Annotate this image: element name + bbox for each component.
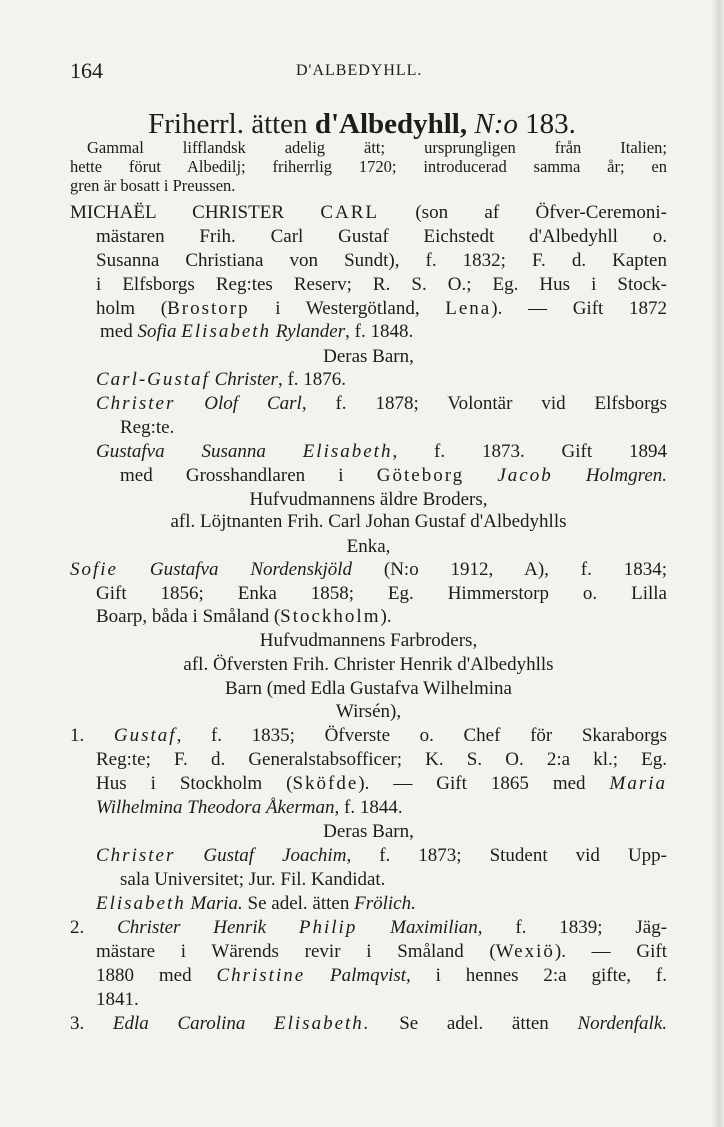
text-line bbox=[96, 941, 667, 963]
italic-name: Christer bbox=[209, 369, 278, 390]
text-line bbox=[70, 1013, 667, 1035]
text-line bbox=[70, 175, 235, 197]
text-line bbox=[96, 773, 667, 795]
italic-name: Jacob bbox=[497, 465, 553, 486]
text-segment: i Westergötland, bbox=[249, 298, 446, 319]
italic-name: Gustafva Susanna bbox=[96, 441, 303, 462]
text-line bbox=[96, 583, 667, 605]
text-segment: 2. bbox=[70, 917, 118, 938]
italic-name: Wilhelmina Theodora Åkerman bbox=[96, 797, 335, 818]
text-segment: , f. 1873; Student vid Upp- bbox=[346, 845, 667, 866]
text-segment: , f. 1839; Jäg- bbox=[477, 917, 668, 938]
text-segment: i hennes 2:a gifte, f. bbox=[410, 965, 667, 986]
text-line bbox=[96, 226, 667, 248]
text-line bbox=[100, 321, 413, 343]
text-segment: afl. Öfversten Frih. Christer Henrik d'Albedyhlls bbox=[183, 654, 554, 675]
text-segment: Reg:te. bbox=[120, 417, 175, 438]
italic-name: Nordenfalk. bbox=[577, 1013, 668, 1034]
text-segment: ). — Gift bbox=[554, 941, 667, 962]
italic-name: Elisabeth. bbox=[274, 1013, 371, 1034]
text-segment: (son af Öfver-Ceremoni- bbox=[379, 202, 667, 223]
italic-name: Gustaf Joachim bbox=[175, 845, 347, 866]
text-segment bbox=[464, 465, 497, 486]
italic-name: Christer bbox=[96, 845, 176, 866]
italic-name: Palmqvist, bbox=[305, 965, 411, 986]
text-line bbox=[96, 749, 667, 771]
text-segment: Hufvudmannens Farbroders, bbox=[259, 630, 478, 651]
italic-name: Maximilian bbox=[357, 917, 478, 938]
text-segment: Brostorp bbox=[167, 298, 250, 319]
italic-name: Christer bbox=[96, 393, 176, 414]
number-label: N:o bbox=[467, 108, 518, 140]
text-segment: mästare i Wärends revir i Småland ( bbox=[96, 941, 496, 962]
text-segment: MICHAËL CHRISTER bbox=[70, 202, 321, 223]
text-segment: Wirsén), bbox=[335, 701, 402, 722]
text-segment: Göteborg bbox=[376, 465, 465, 486]
text-line bbox=[120, 869, 385, 891]
text-line bbox=[70, 559, 667, 581]
text-segment: 3. bbox=[70, 1013, 113, 1034]
text-segment: Hus i Stockholm ( bbox=[96, 773, 293, 794]
text-line bbox=[70, 725, 667, 747]
text-segment: ). bbox=[380, 606, 392, 627]
text-line bbox=[70, 511, 667, 533]
text-segment: Boarp, båda i Småland ( bbox=[96, 606, 281, 627]
text-segment: afl. Löjtnanten Frih. Carl Johan Gustaf d'Albedyhlls bbox=[170, 511, 567, 532]
text-segment: 1841. bbox=[96, 989, 139, 1010]
text-line bbox=[70, 678, 667, 700]
running-head: D'ALBEDYHLL. bbox=[296, 62, 423, 79]
italic-name: Maria bbox=[609, 773, 667, 794]
text-segment: Lena bbox=[445, 298, 492, 319]
family-name: d'Albedyhll, bbox=[314, 108, 468, 140]
text-segment: Se adel. ätten bbox=[370, 1013, 578, 1034]
italic-name: Philip bbox=[298, 917, 358, 938]
text-segment: i Elfsborgs Reg:tes Reserv; R. S. O.; Eg. Hus i Stock- bbox=[96, 274, 667, 295]
text-line bbox=[120, 417, 174, 439]
text-segment: mästaren Frih. Carl Gustaf Eichstedt d'Albedyhll o. bbox=[96, 226, 667, 247]
italic-name: Christine bbox=[216, 965, 306, 986]
italic-name: Maria. bbox=[185, 893, 243, 914]
text-line bbox=[96, 989, 139, 1011]
text-segment: , f. 1876. bbox=[277, 369, 347, 390]
text-line bbox=[70, 917, 667, 939]
text-segment: med bbox=[100, 321, 138, 342]
text-line bbox=[96, 393, 667, 415]
text-segment: Gammal lifflandsk adelig ätt; ursprungligen från Italien; bbox=[87, 138, 667, 157]
title-prefix: Friherrl. ätten bbox=[148, 108, 315, 140]
text-segment: CARL bbox=[320, 202, 380, 223]
text-line bbox=[96, 797, 403, 819]
italic-name: Holmgren. bbox=[552, 465, 668, 486]
text-segment: , f. 1848. bbox=[345, 321, 414, 342]
text-line bbox=[96, 893, 416, 915]
text-line bbox=[96, 441, 667, 463]
text-line bbox=[70, 821, 667, 843]
text-segment: Gift 1856; Enka 1858; Eg. Himmerstorp o. Lilla bbox=[96, 583, 667, 604]
text-segment: , f. 1835; Öfverste o. Chef för Skaraborgs bbox=[176, 725, 668, 746]
italic-name: Gustafva Nordenskjöld bbox=[118, 559, 353, 580]
family-number: 183. bbox=[517, 108, 576, 140]
italic-name: Elisabeth bbox=[96, 893, 186, 914]
italic-name: Elisabeth bbox=[181, 321, 272, 342]
text-segment: ). — Gift 1865 med bbox=[358, 773, 610, 794]
text-segment: Sköfde bbox=[292, 773, 359, 794]
text-line bbox=[70, 346, 667, 368]
italic-name: Carl-Gustaf bbox=[96, 369, 210, 390]
italic-name: Rylander bbox=[271, 321, 346, 342]
italic-name: Edla Carolina bbox=[112, 1013, 275, 1034]
italic-name: Sofia bbox=[137, 321, 182, 342]
text-segment: Stockholm bbox=[280, 606, 381, 627]
italic-name: Christer Henrik bbox=[117, 917, 299, 938]
text-segment: Wexiö bbox=[495, 941, 555, 962]
text-line bbox=[120, 465, 667, 487]
text-line bbox=[70, 701, 667, 723]
page-number: 164 bbox=[70, 58, 103, 83]
text-line bbox=[70, 630, 667, 652]
text-segment: Reg:te; F. d. Generalstabsofficer; K. S. O. 2:a kl.; Eg. bbox=[96, 749, 667, 770]
text-line bbox=[96, 965, 667, 987]
text-segment: 1880 med bbox=[96, 965, 217, 986]
text-line bbox=[70, 489, 667, 511]
text-segment: Barn (med Edla Gustafva Wilhelmina bbox=[225, 678, 512, 699]
text-segment: med Grosshandlaren i bbox=[120, 465, 377, 486]
text-segment: , f. 1873. Gift 1894 bbox=[392, 441, 668, 462]
text-segment: gren är bosatt i Preussen. bbox=[70, 176, 236, 195]
text-line bbox=[96, 298, 667, 320]
text-line bbox=[96, 845, 667, 867]
text-segment: 1. bbox=[70, 725, 114, 746]
text-segment: Enka, bbox=[346, 536, 391, 557]
text-segment: , f. 1844. bbox=[334, 797, 403, 818]
text-line bbox=[70, 536, 667, 558]
text-segment: Deras Barn, bbox=[323, 821, 414, 842]
text-segment: ). — Gift 1872 bbox=[491, 298, 667, 319]
text-line bbox=[96, 606, 392, 628]
text-segment: holm ( bbox=[96, 298, 168, 319]
text-segment: Deras Barn, bbox=[323, 346, 414, 367]
text-segment: hette förut Albedilj; friherrlig 1720; introducerad samma år; en bbox=[70, 157, 667, 176]
text-segment: Hufvudmannens äldre Broders, bbox=[249, 489, 488, 510]
italic-name: Elisabeth bbox=[302, 441, 393, 462]
page-edge bbox=[712, 0, 724, 1127]
text-line bbox=[96, 250, 667, 272]
text-line bbox=[70, 654, 667, 676]
text-segment: , f. 1878; Volontär vid Elfsborgs bbox=[301, 393, 667, 414]
italic-name: Sofie bbox=[70, 559, 118, 580]
text-segment: Susanna Christiana von Sundt), f. 1832; F. d. Kapten bbox=[96, 250, 667, 271]
text-line bbox=[96, 369, 346, 391]
italic-name: Olof Carl bbox=[175, 393, 302, 414]
italic-name: Gustaf bbox=[113, 725, 177, 746]
italic-name: Frölich. bbox=[354, 893, 416, 914]
text-segment: Se adel. ätten bbox=[242, 893, 355, 914]
text-segment: (N:o 1912, A), f. 1834; bbox=[352, 559, 667, 580]
text-line bbox=[96, 274, 667, 296]
text-line bbox=[70, 202, 667, 224]
text-segment: sala Universitet; Jur. Fil. Kandidat. bbox=[120, 869, 386, 890]
